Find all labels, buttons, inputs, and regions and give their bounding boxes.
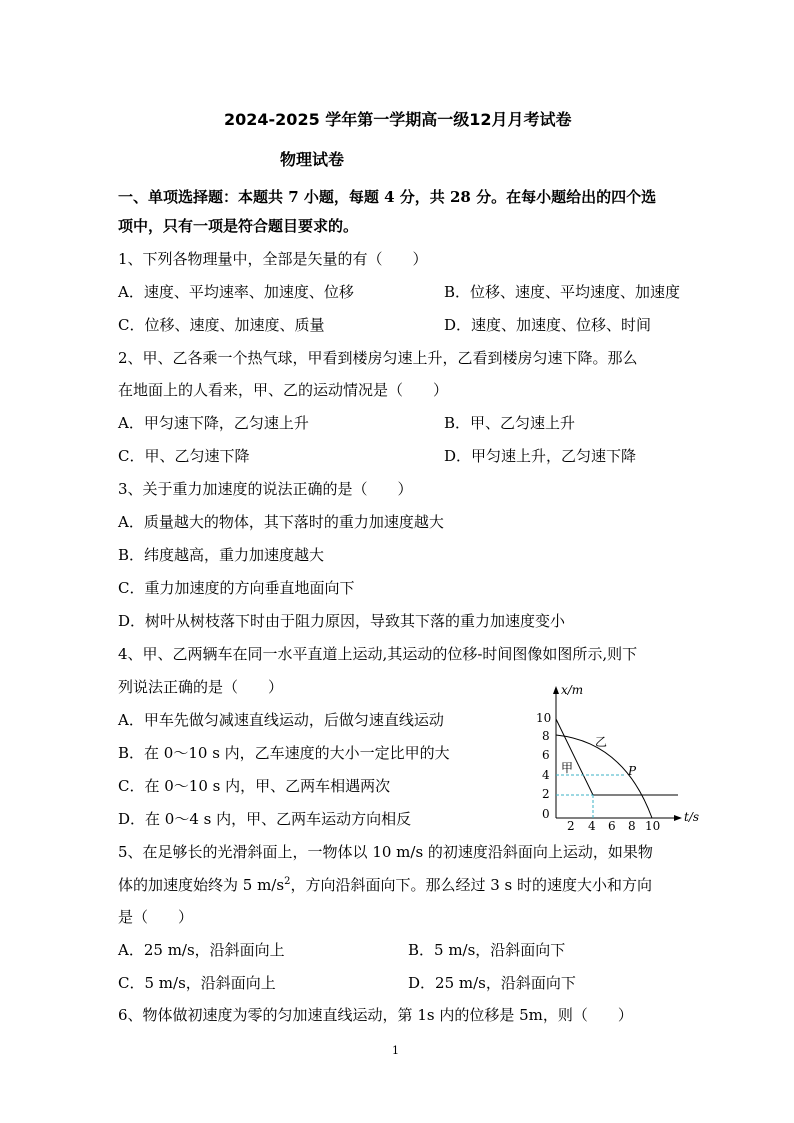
label-p: P	[628, 764, 637, 778]
q4-option-d: D．在 0～4 s 内，甲、乙两车运动方向相反	[118, 810, 412, 828]
q1-option-d: D．速度、加速度、位移、时间	[444, 316, 652, 334]
q5-stem-line1: 5、在足够长的光滑斜面上，一物体以 10 m/s 的初速度沿斜面向上运动，如果物	[118, 843, 653, 861]
label-yi: 乙	[595, 735, 608, 749]
q2-option-b: B．甲、乙匀速上升	[444, 414, 576, 432]
q2-stem-line1: 2、甲、乙各乘一个热气球，甲看到楼房匀速上升，乙看到楼房匀速下降。那么	[118, 349, 638, 367]
y-tick-label: 0	[542, 807, 550, 821]
exam-subtitle: 物理试卷	[280, 150, 345, 169]
x-tick-label: 10	[645, 819, 661, 833]
y-tick-label: 8	[542, 729, 550, 743]
x-axis-arrow	[674, 815, 682, 821]
q5-option-d: D．25 m/s，沿斜面向下	[408, 974, 576, 992]
q5-stem-line2-b: ，方向沿斜面向下。那么经过 3 s 时的速度大小和方向	[290, 876, 652, 894]
q4-stem-line2: 列说法正确的是（ ）	[118, 678, 284, 696]
y-axis-label: x/m	[561, 683, 584, 697]
q5-stem-line2-a: 体的加速度始终为 5 m/s	[118, 876, 285, 894]
y-tick-label: 10	[536, 711, 552, 725]
q4-stem-line1: 4、甲、乙两辆车在同一水平直道上运动,其运动的位移-时间图像如图所示,则下	[118, 645, 638, 663]
q6-stem: 6、物体做初速度为零的匀加速直线运动，第 1s 内的位移是 5m，则（ ）	[118, 1006, 633, 1024]
q2-option-d: D．甲匀速上升，乙匀速下降	[444, 447, 637, 465]
exam-title: 2024-2025 学年第一学期高一级12月月考试卷	[224, 110, 572, 129]
y-tick-label: 6	[542, 748, 550, 762]
y-tick-label: 2	[542, 787, 550, 801]
section-heading-line2: 项中，只有一项是符合题目要求的。	[118, 217, 359, 235]
x-tick-label: 8	[628, 819, 636, 833]
q2-stem-line2: 在地面上的人看来，甲、乙的运动情况是（ ）	[118, 381, 449, 399]
q5-stem-line3: 是（ ）	[118, 908, 194, 926]
x-tick-label: 6	[608, 819, 616, 833]
q1-option-a: A．速度、平均速率、加速度、位移	[118, 283, 354, 301]
q1-option-b: B．位移、速度、平均速度、加速度	[444, 283, 681, 301]
q5-option-b: B．5 m/s，沿斜面向下	[408, 941, 566, 959]
y-axis-arrow	[553, 686, 559, 694]
jia-line-decline	[556, 719, 593, 795]
q1-option-c: C．位移、速度、加速度、质量	[118, 316, 325, 334]
x-tick-label: 4	[588, 819, 596, 833]
q3-option-d: D．树叶从树枝落下时由于阻力原因，导致其下落的重力加速度变小	[118, 612, 566, 630]
q5-unit-exponent: 2	[284, 876, 291, 887]
page-number: 1	[392, 1044, 399, 1057]
q1-stem: 1、下列各物理量中，全部是矢量的有（ ）	[118, 250, 428, 268]
section-heading-line1: 一、单项选择题：本题共 7 小题，每题 4 分，共 28 分。在每小题给出的四个选	[118, 188, 657, 206]
y-tick-label: 4	[542, 768, 550, 782]
label-jia: 甲	[561, 761, 574, 775]
q3-option-c: C．重力加速度的方向垂直地面向下	[118, 579, 355, 597]
q3-stem: 3、关于重力加速度的说法正确的是（ ）	[118, 480, 413, 498]
position-time-graph	[520, 676, 710, 836]
q3-option-a: A．质量越大的物体，其下落时的重力加速度越大	[118, 513, 444, 531]
q4-option-a: A．甲车先做匀减速直线运动，后做匀速直线运动	[118, 711, 444, 729]
q4-option-c: C．在 0～10 s 内，甲、乙两车相遇两次	[118, 777, 391, 795]
q5-option-a: A．25 m/s，沿斜面向上	[118, 941, 285, 959]
q5-stem-line2	[118, 875, 652, 895]
q2-option-c: C．甲、乙匀速下降	[118, 447, 250, 465]
x-axis-label: t/s	[684, 810, 700, 824]
x-tick-label: 2	[567, 819, 575, 833]
q3-option-b: B．纬度越高，重力加速度越大	[118, 546, 325, 564]
q4-option-b: B．在 0～10 s 内，乙车速度的大小一定比甲的大	[118, 744, 450, 762]
q5-option-c: C．5 m/s，沿斜面向上	[118, 974, 276, 992]
q2-option-a: A．甲匀速下降，乙匀速上升	[118, 414, 309, 432]
